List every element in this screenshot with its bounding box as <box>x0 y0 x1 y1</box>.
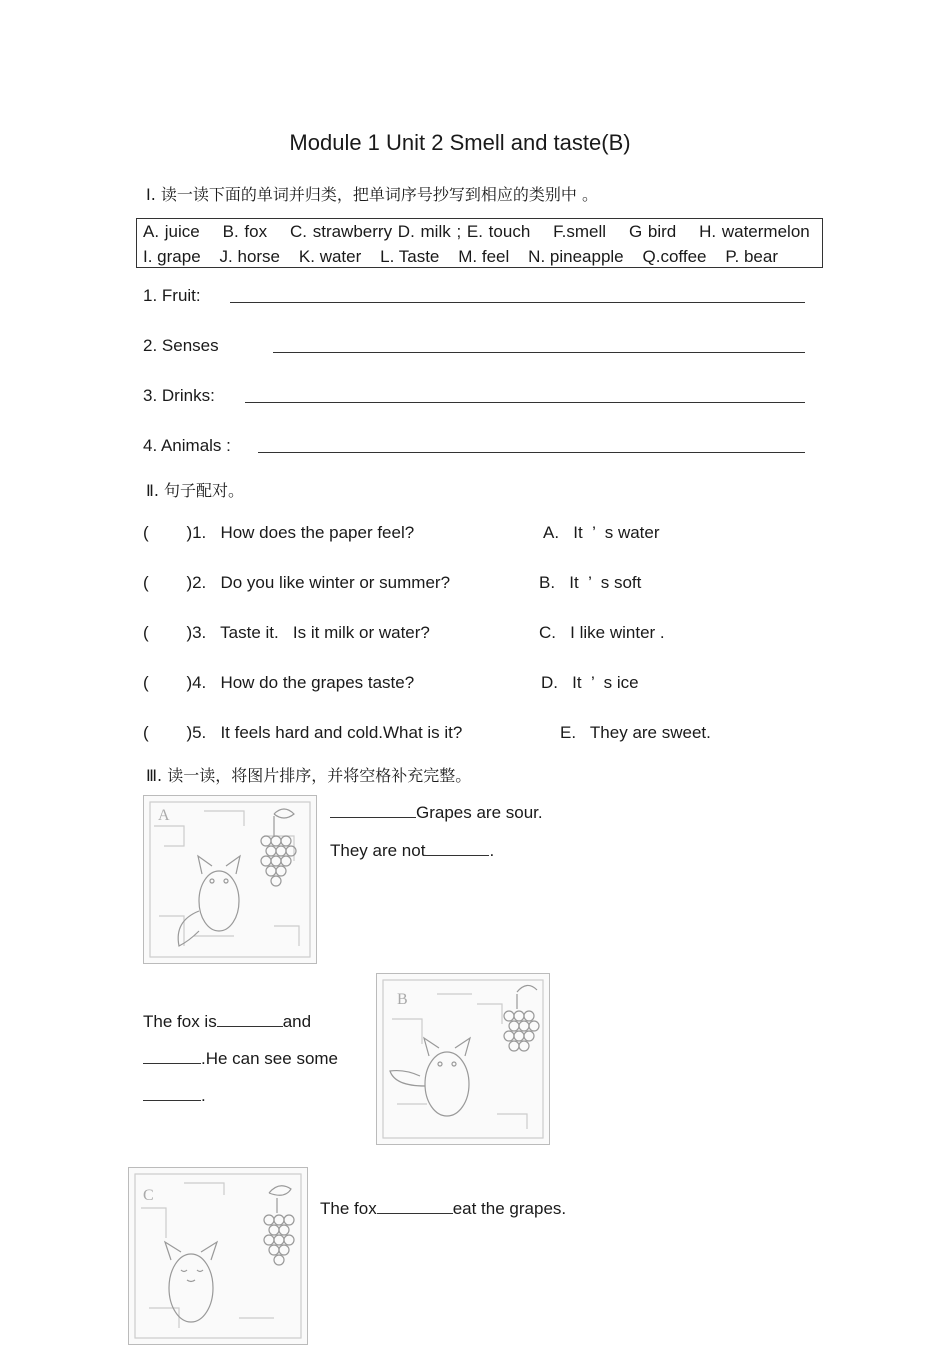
section3-heading: Ⅲ. 读一读，将图片排序，并将空格补充完整。 <box>146 766 472 785</box>
pic-b-sentence-2: .He can see some <box>143 1049 338 1069</box>
pic-a-sentence-1: Grapes are sour. <box>330 803 543 823</box>
match-question-1: ( )1. How does the paper feel? <box>143 523 415 542</box>
pic-b-sentence-3: . <box>143 1086 206 1106</box>
fox-grapes-illustration <box>129 1168 307 1344</box>
fox-grapes-illustration <box>377 974 549 1144</box>
match-question-3: ( )3. Taste it. Is it milk or water? <box>143 623 430 642</box>
blank-input[interactable] <box>425 841 489 856</box>
match-answer-b: B. It ’ s soft <box>539 573 642 592</box>
match-question-5: ( )5. It feels hard and cold.What is it? <box>143 723 463 742</box>
category-senses-answer-line[interactable] <box>273 352 805 353</box>
blank-input[interactable] <box>143 1049 201 1064</box>
match-answer-d: D. It ’ s ice <box>541 673 639 692</box>
section2-heading: Ⅱ. 句子配对。 <box>146 481 245 500</box>
blank-input[interactable] <box>330 803 416 818</box>
match-question-4: ( )4. How do the grapes taste? <box>143 673 415 692</box>
blank-input[interactable] <box>377 1199 453 1214</box>
category-drinks-label: 3. Drinks: <box>143 386 215 405</box>
match-answer-a: A. It ’ s water <box>543 523 660 542</box>
picture-label-b: B <box>397 991 408 1008</box>
section1-heading: Ⅰ. 读一读下面的单词并归类，把单词序号抄写到相应的类别中 。 <box>146 185 598 204</box>
word-bank-row-2: I. grape J. horse K. water L. Taste M. feel N. pineapple Q.coffee P. bear <box>143 247 778 266</box>
blank-input[interactable] <box>143 1086 201 1101</box>
fox-grapes-illustration <box>144 796 316 963</box>
match-answer-e: E. They are sweet. <box>560 723 711 742</box>
pic-b-sentence-1: The fox is and <box>143 1012 312 1031</box>
category-animals-answer-line[interactable] <box>258 452 805 453</box>
page-title: Module 1 Unit 2 Smell and taste(B) <box>289 130 631 155</box>
blank-input[interactable] <box>217 1012 283 1027</box>
match-question-2: ( )2. Do you like winter or summer? <box>143 573 451 592</box>
story-picture-c <box>128 1167 308 1345</box>
category-drinks-answer-line[interactable] <box>245 402 805 403</box>
picture-label-c: C <box>143 1187 154 1204</box>
picture-label-a: A <box>158 807 170 824</box>
story-picture-b <box>376 973 550 1145</box>
category-fruit-answer-line[interactable] <box>230 302 805 303</box>
category-senses-label: 2. Senses <box>143 336 219 355</box>
category-fruit-label: 1. Fruit: <box>143 286 201 305</box>
word-bank-row-1: A. juice B. fox C. strawberry D. milk ; E. touch F.smell G bird H. watermelon <box>143 222 810 241</box>
match-answer-c: C. I like winter . <box>539 623 665 642</box>
pic-c-sentence-1: The fox eat the grapes. <box>320 1199 567 1218</box>
category-animals-label: 4. Animals : <box>143 436 231 455</box>
story-picture-a <box>143 795 317 964</box>
pic-a-sentence-2: They are not . <box>330 841 495 860</box>
